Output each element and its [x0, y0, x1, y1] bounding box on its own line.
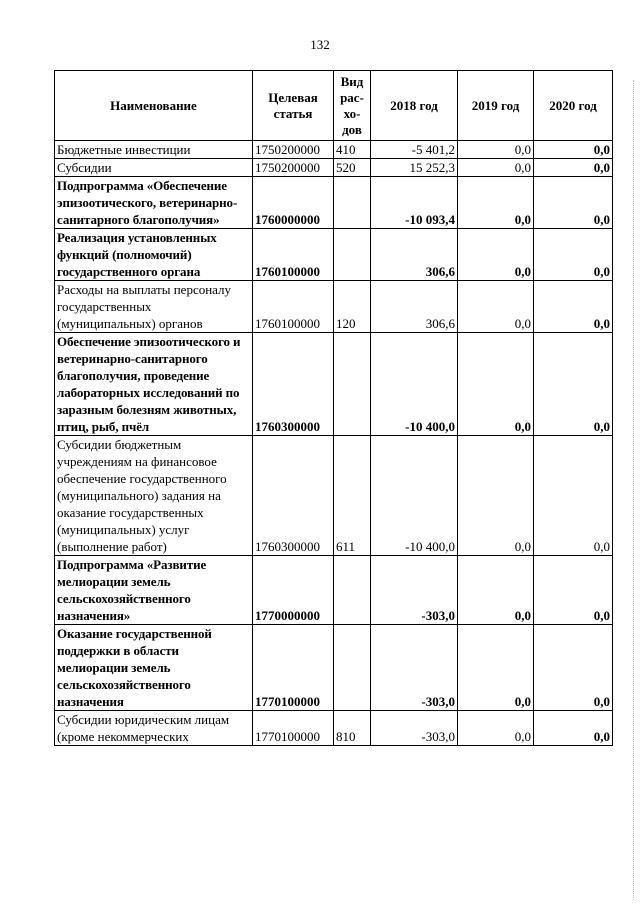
row-2020: 0,0 — [534, 141, 613, 159]
row-target: 1760100000 — [253, 229, 334, 281]
row-target: 1760300000 — [253, 436, 334, 556]
row-2019: 0,0 — [458, 556, 534, 625]
row-2019: 0,0 — [458, 141, 534, 159]
row-target: 1760000000 — [253, 177, 334, 229]
row-2019: 0,0 — [458, 333, 534, 436]
row-vid: 120 — [334, 281, 371, 333]
row-2019: 0,0 — [458, 177, 534, 229]
row-2020: 0,0 — [534, 281, 613, 333]
row-2019: 0,0 — [458, 625, 534, 711]
table-row — [55, 141, 613, 159]
row-2018: -10 400,0 — [371, 436, 458, 556]
row-2019: 0,0 — [458, 281, 534, 333]
row-name: Расходы на выплаты персоналу государственных (муниципальных) органов — [55, 281, 253, 333]
row-name: Бюджетные инвестиции — [55, 141, 253, 159]
budget-table — [54, 70, 613, 746]
table-row — [55, 711, 613, 746]
row-vid — [334, 229, 371, 281]
row-target: 1750200000 — [253, 159, 334, 177]
row-2020: 0,0 — [534, 556, 613, 625]
page-number: 132 — [310, 37, 330, 52]
row-target: 1770000000 — [253, 556, 334, 625]
row-name: Подпрограмма «Развитие мелиорации земель сельскохозяйственного назначения» — [55, 556, 253, 625]
row-target: 1760300000 — [253, 333, 334, 436]
row-2020: 0,0 — [534, 159, 613, 177]
table-row — [55, 556, 613, 625]
row-target: 1770100000 — [253, 625, 334, 711]
row-name: Субсидии юридическим лицам (кроме некоммерческих — [55, 711, 253, 746]
header-target: Целевая статья — [253, 71, 334, 141]
row-vid — [334, 556, 371, 625]
row-vid — [334, 177, 371, 229]
row-2020: 0,0 — [534, 229, 613, 281]
row-target: 1760100000 — [253, 281, 334, 333]
row-2019: 0,0 — [458, 159, 534, 177]
row-vid: 810 — [334, 711, 371, 746]
margin-dotted-line — [632, 80, 634, 900]
row-2020: 0,0 — [534, 711, 613, 746]
row-2018: 15 252,3 — [371, 159, 458, 177]
row-name: Субсидии бюджетным учреждениям на финансовое обеспечение государственного (муниципального) задания на оказание государственных (муниципальных) услуг (выполнение работ) — [55, 436, 253, 556]
header-name: Наименование — [55, 71, 253, 141]
table-row — [55, 159, 613, 177]
header-2020: 2020 год — [534, 71, 613, 141]
row-2018: -5 401,2 — [371, 141, 458, 159]
row-2020: 0,0 — [534, 177, 613, 229]
row-2019: 0,0 — [458, 436, 534, 556]
row-2018: -303,0 — [371, 625, 458, 711]
table-header-row — [55, 71, 613, 141]
row-2018: -303,0 — [371, 556, 458, 625]
row-2019: 0,0 — [458, 711, 534, 746]
header-2019: 2019 год — [458, 71, 534, 141]
row-vid — [334, 625, 371, 711]
row-name: Подпрограмма «Обеспечение эпизоотического, ветеринарно-санитарного благополучия» — [55, 177, 253, 229]
row-2018: -10 400,0 — [371, 333, 458, 436]
row-2020: 0,0 — [534, 436, 613, 556]
header-2018: 2018 год — [371, 71, 458, 141]
table-row — [55, 333, 613, 436]
row-2020: 0,0 — [534, 333, 613, 436]
header-vid: Вид рас-хо-дов — [334, 71, 371, 141]
row-2020: 0,0 — [534, 625, 613, 711]
table-row — [55, 625, 613, 711]
row-vid: 611 — [334, 436, 371, 556]
row-vid: 520 — [334, 159, 371, 177]
row-2018: 306,6 — [371, 229, 458, 281]
row-vid — [334, 333, 371, 436]
row-name: Оказание государственной поддержки в области мелиорации земель сельскохозяйственного назначения — [55, 625, 253, 711]
row-name: Обеспечение эпизоотического и ветеринарно-санитарного благополучия, проведение лабораторных исследований по заразным болезням животных, птиц, рыб, пчёл — [55, 333, 253, 436]
row-target: 1770100000 — [253, 711, 334, 746]
row-2018: -303,0 — [371, 711, 458, 746]
table-row — [55, 281, 613, 333]
row-2019: 0,0 — [458, 229, 534, 281]
row-name: Субсидии — [55, 159, 253, 177]
table-row — [55, 229, 613, 281]
row-name: Реализация установленных функций (полномочий) государственного органа — [55, 229, 253, 281]
row-target: 1750200000 — [253, 141, 334, 159]
table-row — [55, 436, 613, 556]
row-vid: 410 — [334, 141, 371, 159]
row-2018: -10 093,4 — [371, 177, 458, 229]
table-row — [55, 177, 613, 229]
row-2018: 306,6 — [371, 281, 458, 333]
